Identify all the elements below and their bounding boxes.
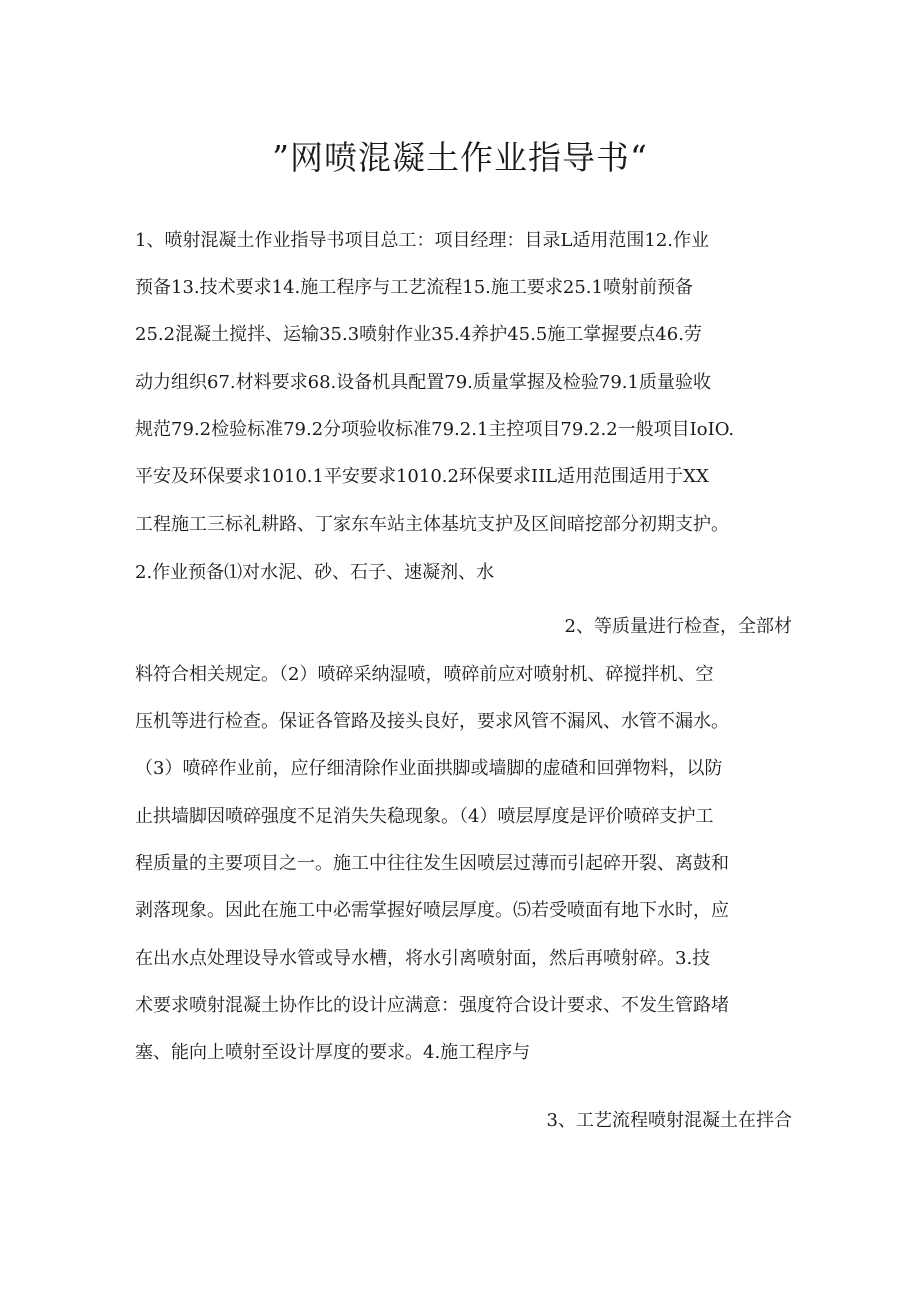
text-line-15: 剥落现象。因此在施工中必需掌握好喷层厚度。⑸若受喷面有地下水时，应 [135,900,729,921]
text-line-17: 术要求喷射混凝土协作比的设计应满意：强度符合设计要求、不发生管路堵 [135,995,729,1016]
document-title: ”网喷混凝土作业指导书“ [272,138,648,177]
text-line-8: 2.作业预备⑴对水泥、砂、石子、速凝剂、水 [135,562,495,583]
text-line-13: 止拱墙脚因喷碎强度不足消失失稳现象。（4）喷层厚度是评价喷碎支护工 [135,806,714,827]
text-line-2: 预备13.技术要求14.施工程序与工艺流程15.施工要求25.1喷射前预备 [135,277,693,298]
text-line-11: 压机等进行检查。保证各管路及接头良好，要求风管不漏风、水管不漏水。 [135,711,729,732]
text-line-4: 动力组织67.材料要求68.设备机具配置79.质量掌握及检验79.1质量验收 [135,372,711,393]
text-line-9: 2、等质量进行检查，全部材 [564,616,792,637]
text-line-6: 平安及环保要求1010.1平安要求1010.2环保要求IIL适用范围适用于XX [135,466,709,487]
text-line-1: 1、喷射混凝土作业指导书项目总工：项目经理：目录L适用范围12.作业 [135,230,710,251]
text-line-3: 25.2混凝土搅拌、运输35.3喷射作业35.4养护45.5施工掌握要点46.劳 [135,324,702,345]
text-line-5: 规范79.2检验标准79.2分项验收标准79.2.1主控项目79.2.2一般项目IoIO. [135,419,735,440]
text-line-12: （3）喷碎作业前，应仔细清除作业面拱脚或墙脚的虚碴和回弹物料，以防 [135,758,723,779]
text-line-19: 3、工艺流程喷射混凝土在拌合 [546,1110,792,1131]
text-line-7: 工程施工三标礼耕路、丁家东车站主体基坑支护及区间暗挖部分初期支护。 [135,514,729,535]
text-line-14: 程质量的主要项目之一。施工中往往发生因喷层过薄而引起碎开裂、离鼓和 [135,853,729,874]
text-line-18: 塞、能向上喷射至设计厚度的要求。4.施工程序与 [135,1042,531,1063]
text-line-16: 在出水点处理设导水管或导水槽，将水引离喷射面，然后再喷射碎。3.技 [135,948,711,969]
text-line-10: 料符合相关规定。（2）喷碎采纳湿喷，喷碎前应对喷射机、碎搅拌机、空 [135,664,714,685]
